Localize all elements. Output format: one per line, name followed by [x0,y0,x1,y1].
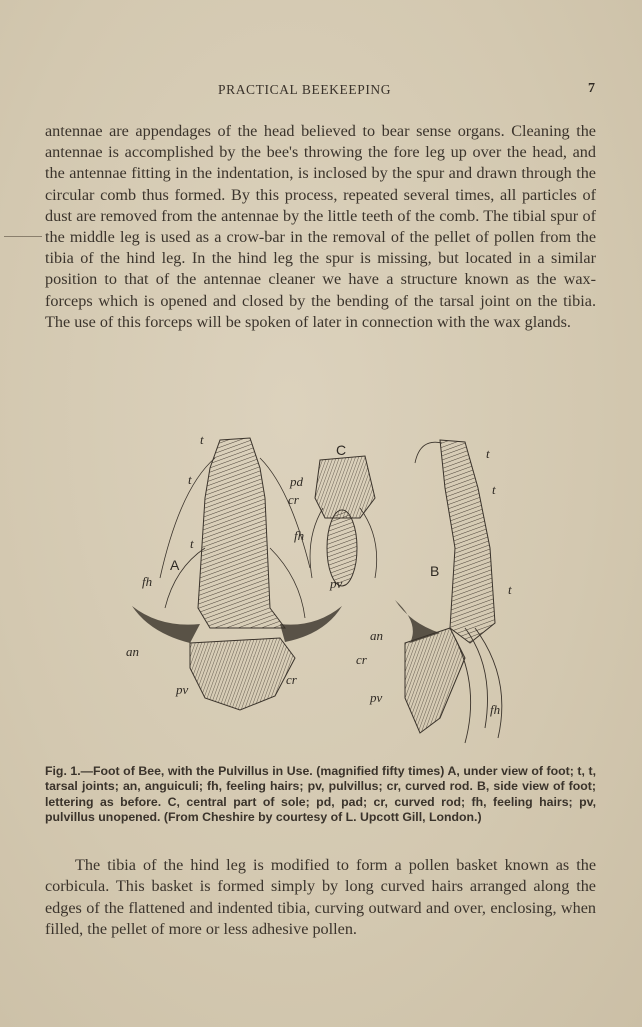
page-number: 7 [588,81,595,96]
label-cr-c: cr [288,492,299,507]
figure-c-drawing [310,456,377,586]
label-pv-a: pv [176,682,189,697]
label-pv-b: pv [370,690,383,705]
page-header [0,82,642,102]
label-fh-b: fh [490,702,501,717]
label-an-b: an [370,628,383,643]
label-fh-c: fh [294,528,305,543]
label-fh-a: fh [142,574,153,589]
label-t-low: t [190,536,194,551]
label-b: B [430,563,440,579]
running-head: PRACTICAL BEEKEEPING [218,82,392,97]
label-cr-a: cr [286,672,297,687]
label-an-a: an [126,644,139,659]
figure-a-drawing [132,438,342,710]
figure-bee-foot [120,428,540,750]
margin-mark [4,236,42,237]
label-t-b-low: t [508,582,512,597]
body-paragraph-2: The tibia of the hind leg is modified to form a pollen basket known as the corbicula. This basket is formed simply by long curved hairs arranged along the edges of the flattened and indented tibia, curving outward and over, enclosing, when filled, the pellet of more or less adhesive pollen. [45,856,596,939]
label-t-b-mid: t [492,482,496,497]
label-pv-c: pv [330,576,343,591]
figure-caption: Fig. 1.—Foot of Bee, with the Pulvillus in Use. (magnified fifty times) A, under view of foot; t, t, tarsal joints; an, anguiculi; fh, feeling hairs; pv, pulvillus; cr, curved rod. B, side view of foot; lettering as before. C, central part of sole; pd, pad; cr, curved rod; fh, feeling hairs; pv, pulvillus unopened. (From Cheshire by courtesy of L. Upcott Gill, London.) [45,764,596,825]
label-cr-b: cr [356,652,367,667]
label-c: C [336,442,347,458]
label-t-b-top: t [486,446,490,461]
bee-foot-illustration [120,428,540,750]
label-t-mid: t [188,472,192,487]
label-a: A [170,557,180,573]
label-pd: pd [290,474,303,489]
body-paragraph-1: antennae are appendages of the head believed to bear sense organs. Cleaning the antennae is accomplished by the bee's throwing the fore leg up over the head, and the antennae fitting in the indentation, is inclosed by the spur and drawn through the circular comb thus formed. By this process, repeated several times, all particles of dust are removed from the antennae by the little teeth of the comb. The tibial spur of the middle leg is used as a crow-bar in the removal of the pellet of pollen from the tibia of the hind leg. In the hind leg the spur is missing, but located in a similar position to that of the antennae cleaner we have a structure known as the wax-forceps which is opened and closed by the bending of the tarsal joint on the tibia. The use of this forceps will be spoken of later in connection with the wax glands. [45,122,596,331]
label-t-top: t [200,432,204,447]
figure-b-drawing [395,440,502,743]
